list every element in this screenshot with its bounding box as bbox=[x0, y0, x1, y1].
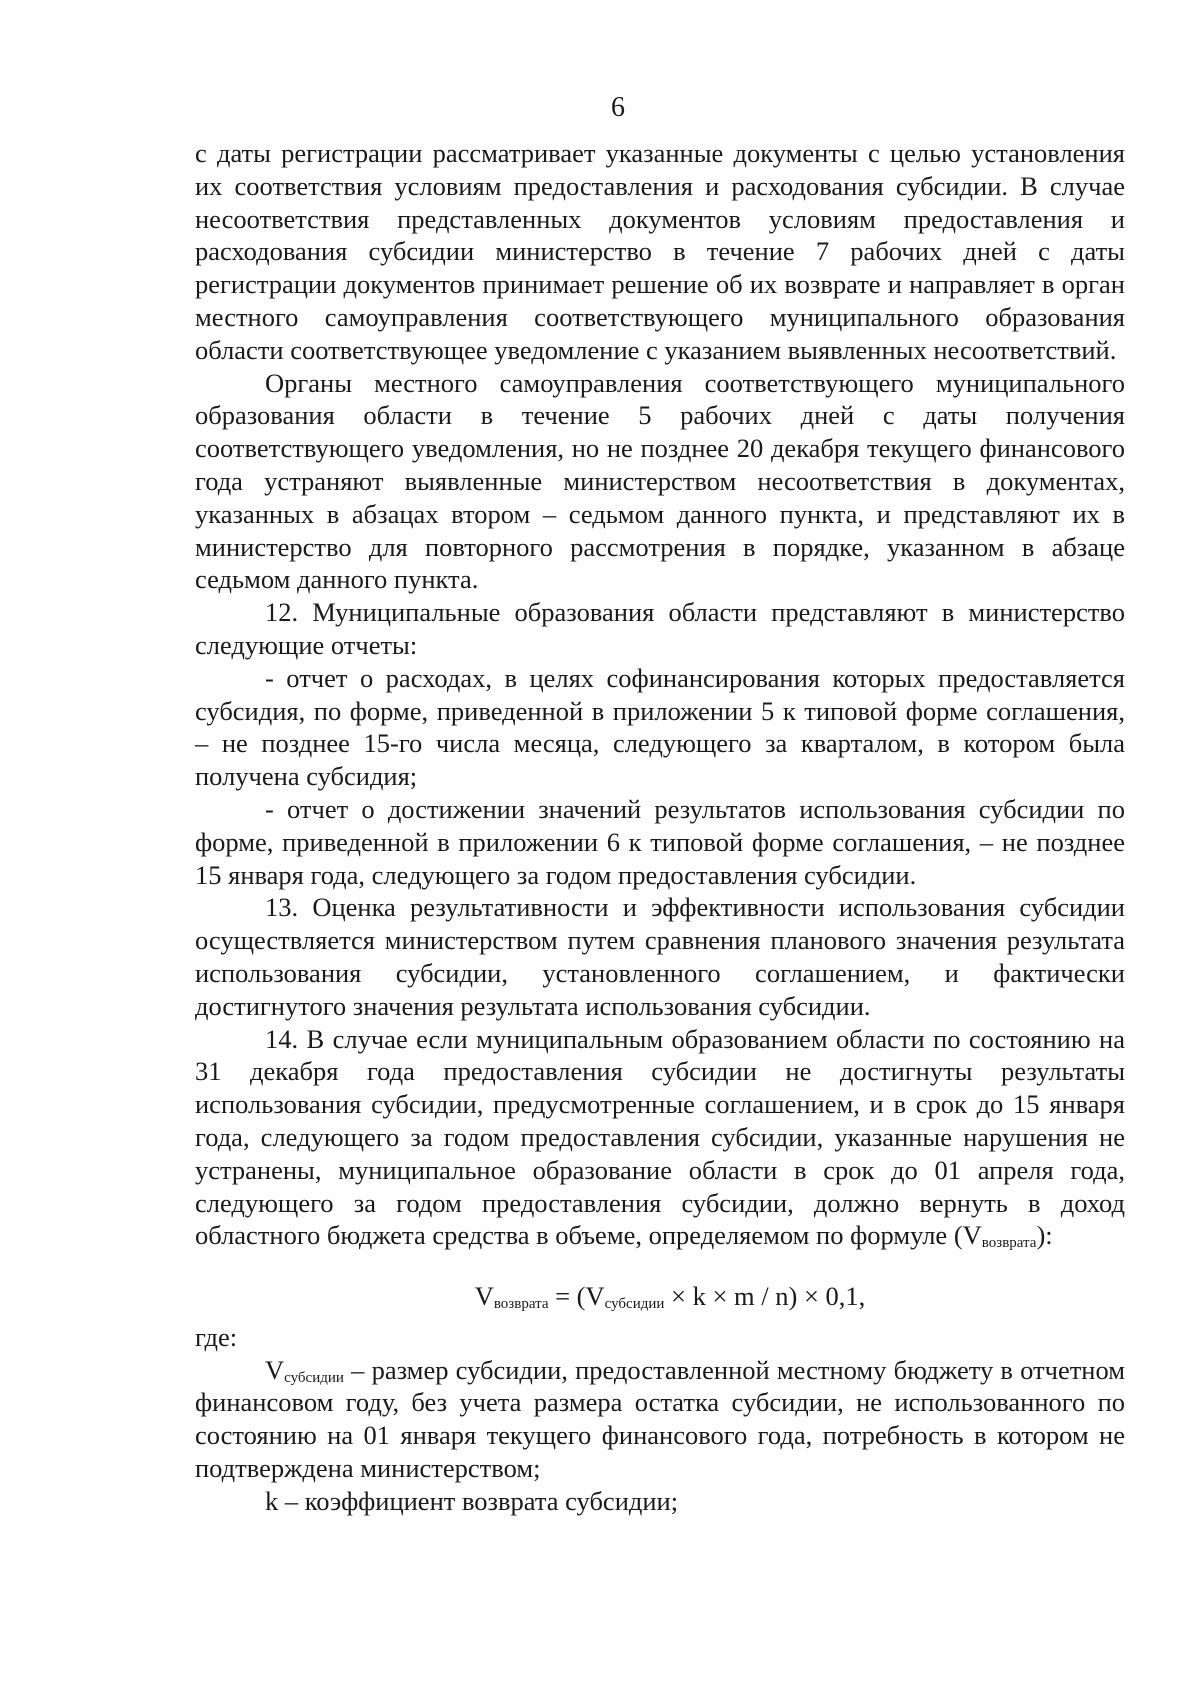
item-14-end: ): bbox=[1036, 1220, 1053, 1251]
formula-v-subscript: возврата bbox=[493, 1296, 549, 1313]
formula-v: V bbox=[474, 1281, 494, 1312]
paragraph-local-authorities: Органы местного самоуправления соответствующего муниципального образования области в течение 5 рабочих дней с даты получения соответствующего уведомления, но не позднее 20 декабря текущего финансового года устраняют выявленные министерством несоответствия в документах, указанных в абзацах втором – седьмом данного пункта, и представляют их в министерство для повторного рассмотрения в порядке, указанном в абзаце седьмом данного пункта. bbox=[195, 367, 1125, 595]
where-label: где: bbox=[195, 1321, 238, 1352]
paragraph-item-12: 12. Муниципальные образования области представляют в министерство следующие отчеты: bbox=[195, 597, 1125, 660]
paragraph-results-report: - отчет о достижении значений результатов использования субсидии по форме, приведенной в приложении 6 к типовой форме соглашения, – не позднее 15 января года, следующего за годом предоставления субсидии. bbox=[195, 793, 1125, 890]
paragraph-continuation: с даты регистрации рассматривает указанные документы с целью установления их соответствия условиям предоставления и расходования субсидии. В случае несоответствия представленных документов условиям предоставления и расходования субсидии министерство в течение 7 рабочих дней с даты регистрации документов принимает решение об их возврате и направляет в орган местного самоуправления соответствующего муниципального образования области соответствующее уведомление с указанием выявленных несоответствий. bbox=[195, 138, 1125, 365]
formula-eq: = (V bbox=[548, 1281, 605, 1312]
page-number: 6 bbox=[611, 92, 625, 123]
def-v: V bbox=[265, 1354, 285, 1385]
return-formula bbox=[195, 1280, 1125, 1313]
item-14-text: 14. В случае если муниципальным образованием области по состоянию на 31 декабря года предоставления субсидии не достигнуты результаты использования субсидии, предусмотренные соглашением, и в срок до 15 января года, следующего за годом предоставления субсидии, указанные нарушения не устранены, муниципальное образование области в срок до 01 апреля года, следующего за годом предоставления субсидии, должно вернуть в доход областного бюджета средства в объеме, определяемом по формуле ( bbox=[195, 1023, 1125, 1251]
def-v-text: – размер субсидии, предоставленной местному бюджету в отчетном финансовом году, без учета размера остатка субсидии, не использованного по состоянию на 01 января текущего финансового года, потребность в котором не подтверждена министерством; bbox=[195, 1354, 1125, 1484]
document-body bbox=[195, 137, 1125, 1518]
formula-rest: × k × m / n) × 0,1, bbox=[664, 1281, 866, 1312]
formula-vs-subscript: субсидии bbox=[604, 1296, 665, 1313]
paragraph-item-14: 14. В случае если муниципальным образованием области по состоянию на 31 декабря года предоставления субсидии не достигнуты результаты использования субсидии, предусмотренные соглашением, и в срок до 15 января года, следующего за годом предоставления субсидии, указанные нарушения не устранены, муниципальное образование области в срок до 01 апреля года, следующего за годом предоставления субсидии, должно вернуть в доход областного бюджета средства в объеме, определяемом по формуле $(V_{возврата})$: bbox=[195, 1023, 1125, 1252]
definition-v-subsidy bbox=[195, 1354, 1125, 1485]
def-v-subscript: субсидии bbox=[284, 1369, 344, 1386]
definition-k: k – коэффициент возврата субсидии; bbox=[265, 1485, 679, 1516]
paragraph-item-13: 13. Оценка результативности и эффективности использования субсидии осуществляется министерством путем сравнения планового значения результата использования субсидии, установленного соглашением, и фактически достигнутого значения результата использования субсидии. bbox=[195, 892, 1125, 1021]
item-14-subscript: возврата bbox=[981, 1235, 1037, 1252]
paragraph-expense-report: - отчет о расходах, в целях софинансирования которых предоставляется субсидия, по форме, приведенной в приложении 5 к типовой форме соглашения, – не позднее 15-го числа месяца, следующего за кварталом, в котором была получена субсидия; bbox=[195, 662, 1125, 792]
